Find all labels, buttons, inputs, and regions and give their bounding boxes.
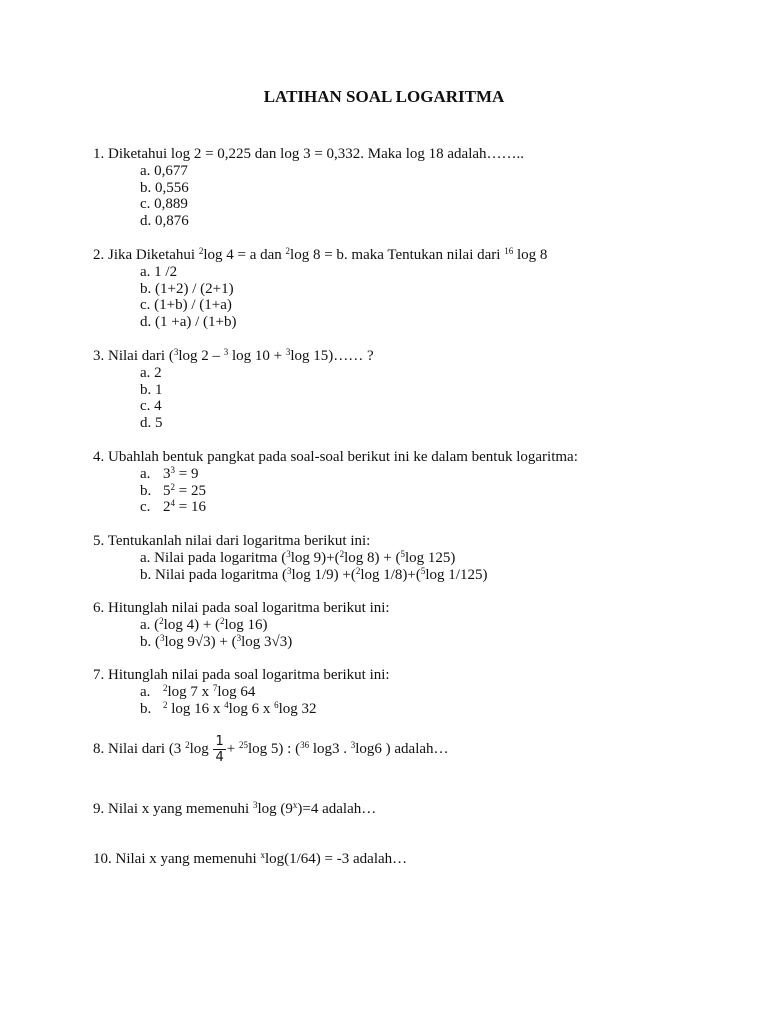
q2-option-b: b. (1+2) / (2+1) [140, 280, 234, 297]
q6-item-a: a. ($^2$log 4) + ($^2$log 16) [140, 615, 268, 633]
question-2-text: 2. Jika Diketahui $^2$log 4 = a dan $^2$log 8 = b. maka Tentukan nilai dari $^{16}$ log 8 [93, 246, 548, 263]
question-6 [93, 600, 713, 650]
question-5 [93, 533, 713, 583]
q4-item-b: b. $5^2 = 25$ [140, 481, 206, 499]
question-1 [93, 146, 713, 230]
q2-option-a: a. 1 /2 [140, 263, 178, 280]
question-9: 9. Nilai x yang memenuhi $^3$log $(9^x)=4$ adalah… [93, 800, 377, 817]
question-2 [93, 247, 713, 331]
q1-option-d: d. 0,876 [140, 213, 189, 230]
page-title: LATIHAN SOAL LOGARITMA [263, 87, 505, 106]
question-1-text: 1. Diketahui log 2 = 0,225 dan log 3 = 0,332. Maka log 18 adalah…….. [93, 146, 525, 162]
q4-item-c: c. $2^4 = 16$ [140, 498, 206, 516]
question-3 [93, 348, 713, 432]
q2-option-c: c. (1+b) / (1+a) [140, 297, 232, 314]
q1-option-b: b. 0,556 [140, 179, 189, 196]
q3-option-b: b. 1 [140, 381, 163, 398]
question-4-text: 4. Ubahlah bentuk pangkat pada soal-soal berikut ini ke dalam bentuk logaritma: [93, 449, 578, 465]
q2-option-d: d. (1 +a) / (1+b) [140, 314, 237, 331]
question-7 [93, 667, 713, 717]
q5-item-a: a. Nilai pada logaritma ($^3$log 9)+($^2$log 8) + ($^5$log 125) [140, 548, 456, 566]
question-10: 10. Nilai x yang memenuhi $^x$log(1/64) = -3 adalah… [93, 850, 408, 867]
question-3-text: 3. Nilai dari ($^3$log 2 – $^3$ log 10 + $^3$log 15)…… ? [93, 347, 374, 364]
q7-item-b: b. $^2$ log 16 x $^4$log 6 x $^6$log 32 [140, 699, 317, 717]
question-8: 8. Nilai dari (3 $^2$log $\frac{1}{4}$ + $^{25}$log 5) : ($^{36}$ log3 . $^3$log6 ) adalah… [93, 734, 449, 765]
q4-item-a: a. $3^3 = 9$ [140, 464, 199, 482]
question-6-text: 6. Hitunglah nilai pada soal logaritma berikut ini: [93, 600, 390, 616]
q1-option-c: c. 0,889 [140, 196, 188, 213]
q7-item-a: a. $^2$log 7 x $^7$log 64 [140, 682, 256, 700]
q3-option-c: c. 4 [140, 398, 162, 415]
q3-option-d: d. 5 [140, 415, 163, 432]
question-4 [93, 449, 713, 516]
q3-option-a: a. 2 [140, 364, 162, 381]
q6-item-b: b. ($^3$log 9√3) + ($^3$log 3√3) [140, 632, 293, 650]
question-7-text: 7. Hitunglah nilai pada soal logaritma berikut ini: [93, 667, 390, 683]
q1-option-a: a. 0,677 [140, 162, 188, 179]
fraction-one-quarter: $\frac{1}{4}$ [215, 734, 224, 765]
q5-item-b: b. Nilai pada logaritma ($^3$log 1/9) +($^2$log 1/8)+($^5$log 1/125) [140, 565, 488, 583]
question-5-text: 5. Tentukanlah nilai dari logaritma berikut ini: [93, 533, 371, 549]
